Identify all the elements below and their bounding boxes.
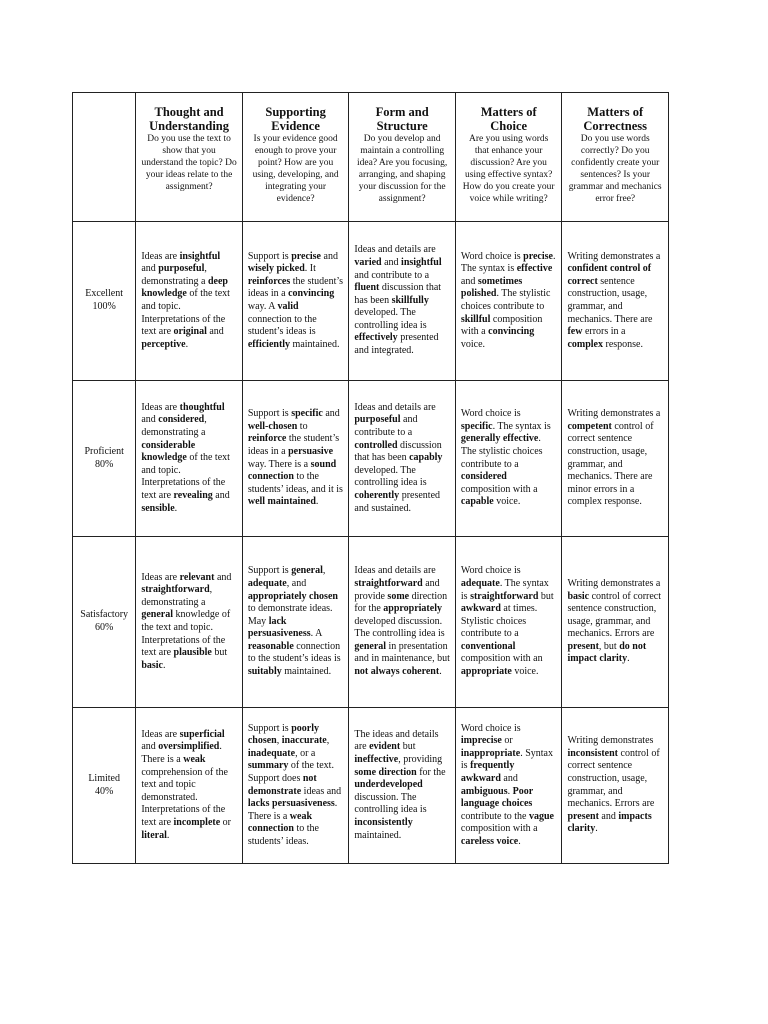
emphasis-text: reinforces — [247, 275, 291, 287]
emphasis-text: ineffective — [354, 754, 399, 766]
emphasis-text: specific — [460, 420, 493, 432]
column-question: Are you using words that enhance your discussion? Are you using effective syntax? How do you create your voice while writing? — [462, 134, 555, 204]
emphasis-text: lack persuasiveness — [247, 615, 311, 640]
emphasis-text: insightful — [179, 250, 221, 262]
emphasis-text: skillfully — [391, 294, 429, 306]
criterion-cell: Word choice is specific. The syntax is generally effective. The stylistic choices contribute to a considered composition with a capable voice. — [455, 381, 562, 537]
emphasis-text: evident — [369, 741, 401, 753]
emphasis-text: few — [567, 326, 583, 338]
column-question: Is your evidence good enough to prove your point? How are you using, developing, and integrating your evidence? — [252, 134, 339, 204]
row-excellent — [73, 222, 669, 381]
emphasis-text: straightforward — [141, 584, 210, 596]
emphasis-text: conventional — [460, 640, 516, 652]
emphasis-text: considered — [460, 471, 507, 483]
emphasis-text: considered — [158, 414, 205, 426]
emphasis-text: capable — [460, 496, 494, 508]
emphasis-text: precise — [291, 250, 321, 262]
emphasis-text: careless voice — [460, 835, 519, 847]
emphasis-text: sound connection — [247, 458, 337, 483]
emphasis-text: well-chosen — [247, 420, 298, 432]
level-name: Excellent — [85, 288, 124, 300]
criterion-cell: Ideas are insightful and purposeful, demonstrating a deep knowledge of the text and topic. Interpretations of the text are original and perceptive. — [136, 222, 243, 381]
emphasis-text: complex — [567, 338, 603, 350]
criterion-cell: Writing demonstrates a basic control of correct sentence construction, usage, grammar, and mechanics. Errors are present, but do not impact clarity. — [562, 537, 669, 708]
emphasis-text: convincing — [288, 288, 335, 300]
header-row — [73, 93, 669, 222]
emphasis-text: suitably — [247, 666, 282, 678]
emphasis-text: persuasive — [288, 445, 334, 457]
emphasis-text: purposeful — [354, 414, 401, 426]
criterion-cell: Ideas and details are purposeful and contribute to a controlled discussion that has been capably developed. The controlling idea is coherently presented and sustained. — [349, 381, 456, 537]
criterion-cell: Support is general, adequate, and appropriately chosen to demonstrate ideas. May lack persuasiveness. A reasonable connection to the student’s ideas is suitably maintained. — [242, 537, 349, 708]
emphasis-text: straightforward — [354, 577, 423, 589]
emphasis-text: general — [354, 640, 387, 652]
emphasis-text: reinforce — [247, 433, 287, 445]
emphasis-text: appropriate — [460, 666, 512, 678]
emphasis-text: effectively — [354, 332, 398, 344]
emphasis-text: lacks persuasiveness — [247, 798, 335, 810]
emphasis-text: generally effective — [460, 433, 539, 445]
emphasis-text: summary — [247, 760, 289, 772]
emphasis-text: not demonstrate — [247, 772, 317, 797]
emphasis-text: sometimes polished — [460, 275, 523, 300]
emphasis-text: confident control of correct — [567, 263, 652, 287]
column-question: Do you develop and maintain a controlling idea? Are you focusing, arranging, and shaping your discussion for the assignment? — [357, 134, 448, 204]
emphasis-text: general — [141, 609, 173, 621]
criterion-cell: Ideas are superficial and oversimplified. There is a weak comprehension of the text and topic demonstrated. Interpretations of the text are incomplete or literal. — [136, 708, 243, 864]
level-cell — [73, 381, 136, 537]
emphasis-text: revealing — [173, 489, 213, 501]
criterion-cell: Word choice is adequate. The syntax is straightforward but awkward at times. Stylistic choices contribute to a conventional composition with an appropriate voice. — [455, 537, 562, 708]
level-percent: 80% — [94, 458, 114, 470]
emphasis-text: inconsistent — [567, 747, 618, 759]
emphasis-text: basic — [141, 659, 163, 671]
emphasis-text: impacts clarity — [567, 810, 652, 835]
column-header-form — [349, 93, 456, 222]
emphasis-text: present — [567, 810, 599, 822]
row-proficient — [73, 381, 669, 537]
emphasis-text: thoughtful — [179, 401, 225, 413]
column-question: Do you use words correctly? Do you confidently create your sentences? Is your grammar and mechanics error free? — [568, 134, 662, 204]
emphasis-text: inaccurate — [281, 735, 327, 747]
level-cell — [73, 708, 136, 864]
emphasis-text: convincing — [488, 326, 535, 338]
emphasis-text: awkward — [460, 603, 501, 615]
emphasis-text: ambiguous — [460, 785, 508, 797]
emphasis-text: reasonable — [247, 640, 294, 652]
emphasis-text: coherently — [354, 489, 400, 501]
criterion-cell: Support is poorly chosen, inaccurate, inadequate, or a summary of the text. Support does not demonstrate ideas and lacks persuasiveness. There is a weak connection to the students’ ideas. — [242, 708, 349, 864]
column-header-evidence — [242, 93, 349, 222]
criterion-cell: Word choice is precise. The syntax is effective and sometimes polished. The stylistic choices contribute to skillful composition with a convincing voice. — [455, 222, 562, 381]
emphasis-text: straightforward — [470, 590, 539, 602]
emphasis-text: not always coherent — [354, 666, 440, 678]
emphasis-text: skillful — [460, 313, 491, 325]
level-percent: 100% — [92, 301, 116, 312]
emphasis-text: adequate — [247, 577, 287, 589]
emphasis-text: appropriately — [383, 603, 442, 615]
criterion-cell: Support is specific and well-chosen to reinforce the student’s ideas in a persuasive way. There is a sound connection to the students’ ideas, and it is well maintained. — [242, 381, 349, 537]
emphasis-text: controlled — [354, 439, 398, 451]
emphasis-text: original — [173, 326, 207, 338]
emphasis-text: wisely picked — [247, 263, 305, 275]
emphasis-text: purposeful — [158, 263, 205, 275]
emphasis-text: insightful — [401, 256, 442, 268]
level-percent: 60% — [94, 622, 114, 633]
criterion-cell: Ideas are relevant and straightforward, demonstrating a general knowledge of the text and topic. Interpretations of the text are plausible but basic. — [136, 537, 243, 708]
criterion-cell: Ideas are thoughtful and considered, demonstrating a considerable knowledge of the text and topic. Interpretations of the text are revealing and sensible. — [136, 381, 243, 537]
emphasis-text: efficiently — [247, 338, 291, 350]
criterion-cell: Writing demonstrates a competent control of correct sentence construction, usage, grammar, and mechanics. There are minor errors in a complex response. — [562, 381, 669, 537]
emphasis-text: basic — [567, 590, 590, 602]
level-cell — [73, 222, 136, 381]
level-name: Proficient — [84, 445, 124, 457]
emphasis-text: capably — [409, 452, 443, 464]
criterion-cell: Word choice is imprecise or inappropriate. Syntax is frequently awkward and ambiguous. Poor language choices contribute to the vague composition with a careless voice. — [455, 708, 562, 864]
emphasis-text: present — [567, 640, 599, 652]
criterion-cell: Writing demonstrates inconsistent control of correct sentence construction, usage, grammar, and mechanics. Errors are present and impacts clarity. — [562, 708, 669, 864]
row-satisfactory — [73, 537, 669, 708]
emphasis-text: inconsistently — [354, 816, 413, 828]
emphasis-text: specific — [291, 408, 323, 420]
criterion-cell: Ideas and details are straightforward and provide some direction for the appropriately developed discussion. The controlling idea is general in presentation and in maintenance, but not always coherent. — [349, 537, 456, 708]
emphasis-text: Poor language choices — [460, 785, 533, 810]
emphasis-text: competent — [567, 420, 612, 432]
emphasis-text: poorly chosen — [247, 722, 319, 747]
level-name: Limited — [88, 772, 120, 784]
level-cell — [73, 537, 136, 708]
emphasis-text: varied — [354, 256, 382, 268]
column-title: Thought and Understanding — [149, 105, 230, 133]
emphasis-text: effective — [516, 263, 553, 275]
emphasis-text: frequently awkward — [460, 760, 515, 784]
emphasis-text: valid — [277, 301, 299, 312]
rubric-table — [72, 92, 669, 864]
emphasis-text: do not impact clarity — [567, 640, 647, 665]
column-header-choice — [455, 93, 562, 222]
emphasis-text: superficial — [179, 728, 225, 740]
emphasis-text: plausible — [173, 647, 212, 659]
column-title: Matters of Choice — [480, 105, 537, 133]
emphasis-text: deep knowledge — [141, 275, 228, 300]
emphasis-text: sensible — [141, 502, 175, 514]
emphasis-text: appropriately chosen — [247, 590, 338, 602]
criterion-cell: Support is precise and wisely picked. It reinforces the student’s ideas in a convincing way. A valid connection to the student’s ideas is efficiently maintained. — [242, 222, 349, 381]
column-header-thought — [136, 93, 243, 222]
emphasis-text: inadequate — [247, 747, 296, 759]
emphasis-text: imprecise — [460, 735, 502, 747]
criterion-cell: Writing demonstrates a confident control of correct sentence construction, usage, grammar, and mechanics. There are few errors in a complex response. — [562, 222, 669, 381]
column-title: Form and Structure — [375, 105, 429, 133]
emphasis-text: some — [387, 590, 410, 602]
emphasis-text: incomplete — [173, 816, 221, 828]
column-title: Supporting Evidence — [265, 105, 326, 133]
emphasis-text: some direction — [354, 766, 417, 778]
emphasis-text: weak — [183, 754, 206, 766]
emphasis-text: well maintained — [247, 496, 316, 508]
emphasis-text: perceptive — [141, 338, 186, 350]
emphasis-text: adequate — [460, 577, 500, 589]
column-question: Do you use the text to show that you understand the topic? Do your ideas relate to the assignment? — [141, 134, 237, 192]
emphasis-text: weak connection — [247, 810, 313, 835]
emphasis-text: relevant — [179, 571, 215, 583]
emphasis-text: oversimplified — [158, 741, 220, 753]
emphasis-text: precise — [523, 250, 553, 262]
emphasis-text: literal — [141, 829, 167, 841]
criterion-cell: Ideas and details are varied and insightful and contribute to a fluent discussion that has been skillfully developed. The controlling idea is effectively presented and integrated. — [349, 222, 456, 381]
emphasis-text: fluent — [354, 282, 380, 294]
row-limited — [73, 708, 669, 864]
level-percent: 40% — [94, 785, 114, 797]
emphasis-text: considerable knowledge — [141, 439, 196, 464]
emphasis-text: underdeveloped — [354, 779, 423, 791]
emphasis-text: vague — [528, 810, 554, 822]
criterion-cell: The ideas and details are evident but ineffective, providing some direction for the underdeveloped discussion. The controlling idea is inconsistently maintained. — [349, 708, 456, 864]
emphasis-text: inappropriate — [460, 747, 521, 759]
level-name: Satisfactory — [80, 609, 129, 621]
column-title: Matters of Correctness — [583, 105, 648, 133]
corner-cell — [73, 93, 136, 222]
emphasis-text: general — [291, 565, 323, 577]
column-header-correctness — [562, 93, 669, 222]
